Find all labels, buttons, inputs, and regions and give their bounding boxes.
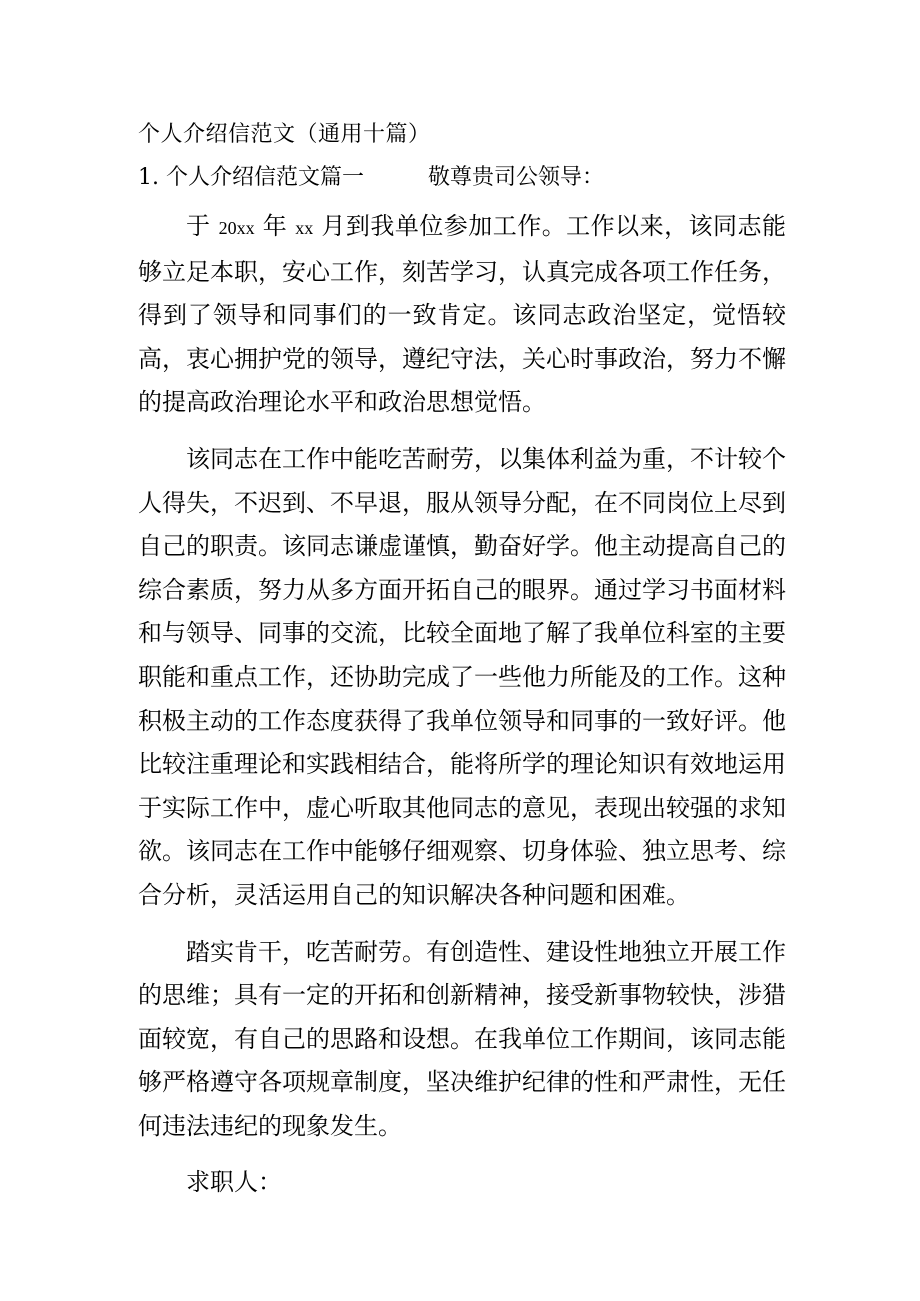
section-heading-line xyxy=(138,163,604,193)
paragraph-1-year: 20xx xyxy=(218,218,255,238)
paragraph-4-signature: 求职人： xyxy=(186,1168,282,1197)
paragraph-1-lead: 于 xyxy=(186,212,219,240)
paragraph-1-rest: 月到我单位参加工作。工作以来，该同志能够立足本职，安心工作，刻苦学习，认真完成各项工作任务，得到了领导和同事们的一致肯定。该同志政治坚定，觉悟较高，衷心拥护党的领导，遵纪守法，关心时事政治，努力不懈的提高政治理论水平和政治思想觉悟。 xyxy=(138,212,786,417)
section-heading: 1. 个人介绍信范文篇一 xyxy=(138,165,364,190)
paragraph-1-mid: 年 xyxy=(254,212,296,240)
document-title: 个人介绍信范文（通用十篇） xyxy=(138,122,431,147)
paragraph-2: 该同志在工作中能吃苦耐劳，以集体利益为重，不计较个人得失，不迟到、不早退，服从领导分配，在不同岗位上尽到自己的职责。该同志谦虚谨慎，勤奋好学。他主动提高自己的综合素质，努力从多方面开拓自己的眼界。通过学习书面材料和与领导、同事的交流，比较全面地了解了我单位科室的主要职能和重点工作，还协助完成了一些他力所能及的工作。这种积极主动的工作态度获得了我单位领导和同事的一致好评。他比较注重理论和实践相结合，能将所学的理论知识有效地运用于实际工作中，虚心听取其他同志的意见，表现出较强的求知欲。该同志在工作中能够仔细观察、切身体验、独立思考、综合分析，灵活运用自己的知识解决各种问题和困难。 xyxy=(138,444,786,909)
paragraph-1 xyxy=(138,205,786,425)
letter-body xyxy=(138,205,786,1218)
salutation: 敬尊贵司公领导： xyxy=(427,165,604,190)
paragraph-1-month: xx xyxy=(295,218,314,238)
paragraph-3: 踏实肯干，吃苦耐劳。有创造性、建设性地独立开展工作的思维；具有一定的开拓和创新精神，接受新事物较快，涉猎面较宽，有自己的思路和设想。在我单位工作期间，该同志能够严格遵守各项规章制度，坚决维护纪律的性和严肃性，无任何违法违纪的现象发生。 xyxy=(138,937,786,1140)
